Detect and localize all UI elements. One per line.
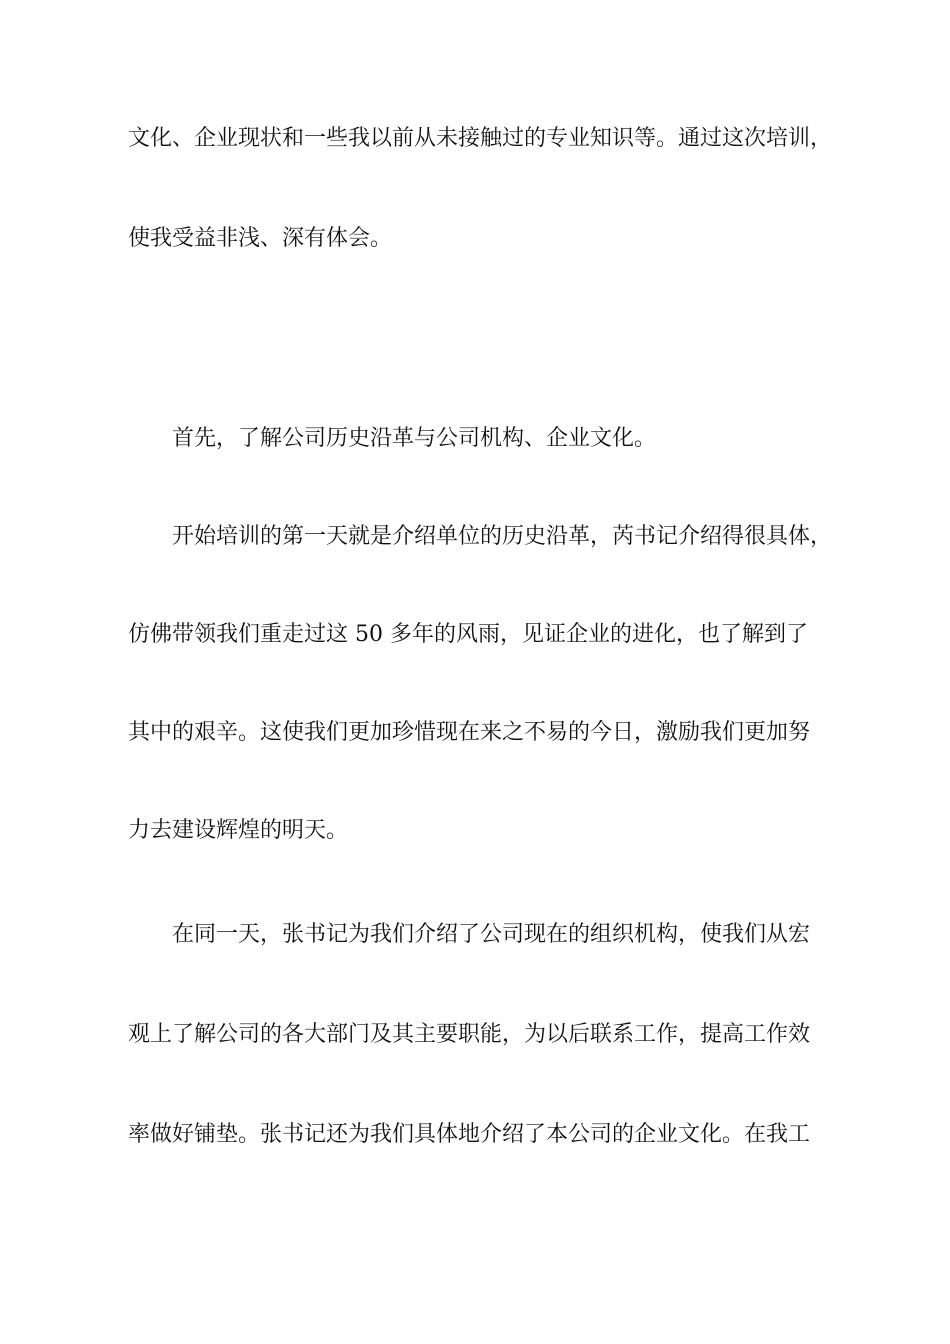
text-line: 在同一天，张书记为我们介绍了公司现在的组织机构，使我们从宏	[172, 922, 811, 947]
text-line: 观上了解公司的各大部门及其主要职能，为以后联系工作，提高工作效	[128, 1022, 811, 1047]
text-line: 率做好铺垫。张书记还为我们具体地介绍了本公司的企业文化。在我工	[128, 1122, 811, 1147]
section-heading: 首先，了解公司历史沿革与公司机构、企业文化。	[172, 426, 657, 451]
text-line: 其中的艰辛。这使我们更加珍惜现在来之不易的今日，激励我们更加努	[128, 720, 811, 745]
text-line: 使我受益非浅、深有体会。	[128, 226, 393, 251]
text-line: 文化、企业现状和一些我以前从未接触过的专业知识等。通过这次培训，	[128, 126, 833, 151]
text-line: 仿佛带领我们重走过这 50 多年的风雨，见证企业的进化，也了解到了	[128, 622, 808, 647]
text-line: 力去建设辉煌的明天。	[128, 818, 349, 843]
text-line: 开始培训的第一天就是介绍单位的历史沿革，芮书记介绍得很具体，	[172, 524, 833, 549]
